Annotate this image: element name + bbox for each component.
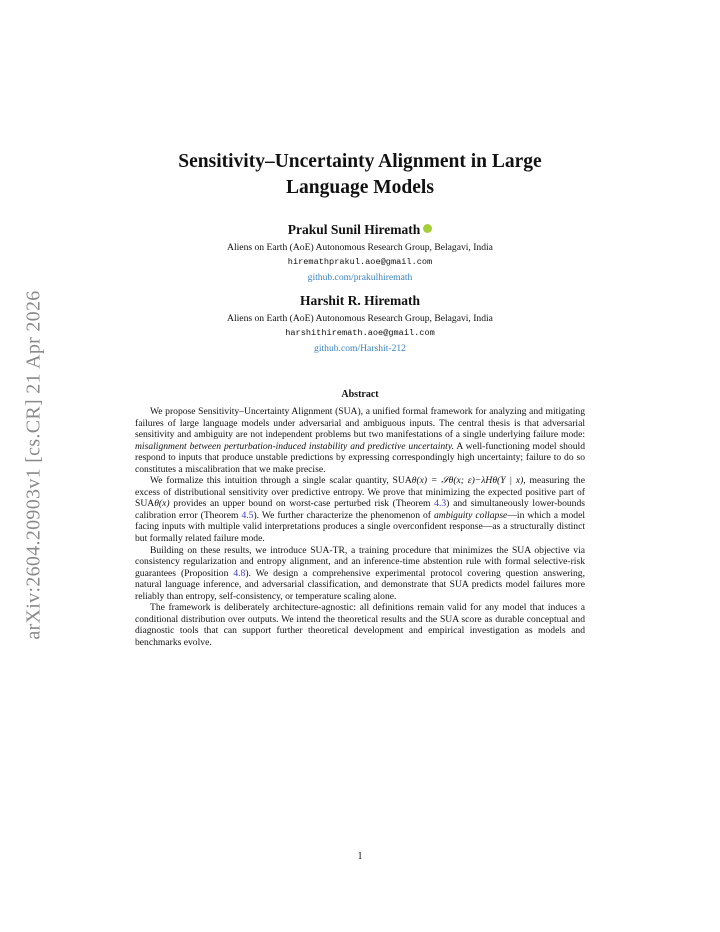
- author-affiliation-1: Aliens on Earth (AoE) Autonomous Research Group, Belagavi, India: [227, 242, 493, 253]
- paper-title: Sensitivity–Uncertainty Alignment in Large Language Models: [178, 151, 542, 198]
- math-sua-definition: θ(x) = 𝒮θ(x; ε)−λHθ(Y | x): [411, 475, 524, 487]
- author-block-1: [135, 221, 585, 284]
- author-email-2[interactable]: harshithiremath.aoe@gmail.com: [285, 328, 435, 338]
- abstract-heading: Abstract: [341, 389, 379, 400]
- theorem-ref[interactable]: 4.3: [434, 498, 447, 510]
- author-name-2: Harshit R. Hiremath: [299, 293, 421, 308]
- theorem-ref[interactable]: 4.5: [241, 509, 254, 521]
- author-email-1[interactable]: hiremathprakul.aoe@gmail.com: [287, 257, 433, 267]
- abstract-paragraph-1: We propose Sensitivity–Uncertainty Alignment (SUA), a unified formal framework for analyzing and mitigating failures of large language models under adversarial and ambiguous inputs. The central thesis is that adversarial sensitivity and ambiguity are not independent problems but two manifestations of a single underlying failure mode: misalignment between perturbation-induced instability and predictive uncertainty. A well-functioning model should respond to inputs that produce unstable predictions by expressing correspondingly high uncertainty; failure to do so constitutes a miscalibration that we make precise.: [135, 406, 585, 475]
- abstract-paragraph-3: Building on these results, we introduce SUA-TR, a training procedure that minimizes the SUA objective via consistency regularization and entropy alignment, and an inference-time abstention rule with formal selective-risk guarantees (Proposition 4.8). We design a comprehensive experimental protocol covering question answering, natural language inference, and adversarial classification, and demonstrate that SUA predicts model failures more reliably than entropy, self-consistency, or temperature scaling alone.: [135, 544, 585, 602]
- author-block-2: [135, 292, 585, 355]
- orcid-icon[interactable]: [423, 224, 432, 233]
- author-github-link-2[interactable]: github.com/Harshit-212: [314, 343, 406, 354]
- author-affiliation-2: Aliens on Earth (AoE) Autonomous Research Group, Belagavi, India: [227, 313, 493, 324]
- abstract-body: [135, 406, 585, 648]
- abstract-paragraph-2: We formalize this intuition through a single scalar quantity, SUAθ(x) = 𝒮θ(x; ε)−λHθ(Y | x), measuring the excess of distributional sensitivity over predictive entropy. We prove that minimizing the expected positive part of SUAθ(x) provides an upper bound on worst-case perturbed risk (Theorem 4.3) and simultaneously lower-bounds calibration error (Theorem 4.5). We further characterize the phenomenon of ambiguity collapse—in which a model facing inputs with multiple valid interpretations produces a single overconfident response—as a structurally distinct but formally related failure mode.: [135, 475, 585, 545]
- author-github-link-1[interactable]: github.com/prakulhiremath: [307, 272, 413, 283]
- author-name-1: Prakul Sunil Hiremath: [135, 221, 585, 239]
- abstract-paragraph-4: The framework is deliberately architecture-agnostic: all definitions remain valid for any model that induces a conditional distribution over outputs. We intend the theoretical results and the SUA score as durable conceptual and diagnostic tools that can support further theoretical development and empirical investigation as models and benchmarks evolve.: [135, 602, 585, 648]
- page-number: 1: [357, 851, 363, 862]
- arxiv-identifier: arXiv:2604.20903v1 [cs.CR] 21 Apr 2026: [22, 290, 45, 640]
- proposition-ref[interactable]: 4.8: [233, 567, 246, 579]
